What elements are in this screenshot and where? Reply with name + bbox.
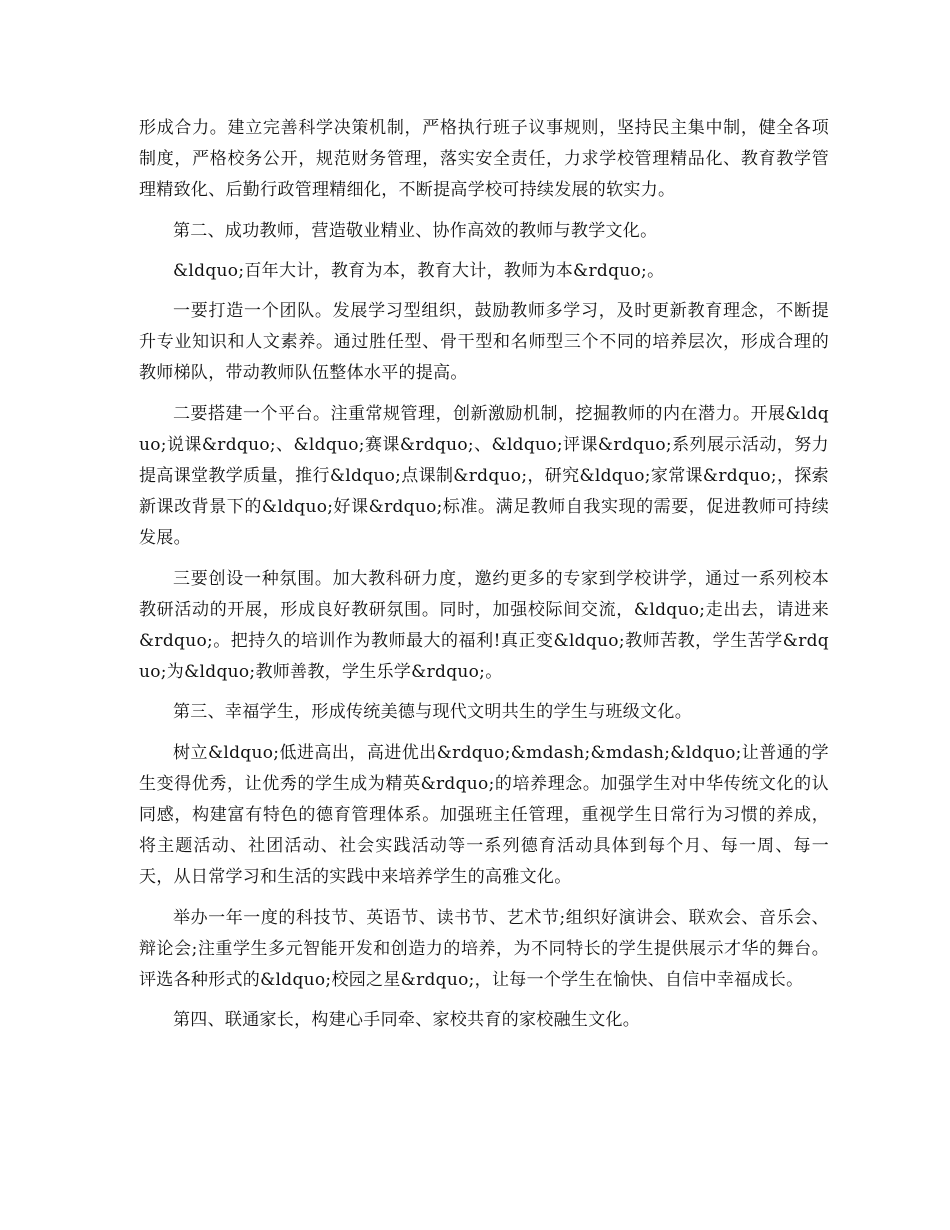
paragraph-activities: 举办一年一度的科技节、英语节、读书节、艺术节;组织好演讲会、联欢会、音乐会、辩论会;注重学生多元智能开发和创造力的培养，为不同特长的学生提供展示才华的舞台。评选各种形式的&ldquo;校园之星&rdquo;，让每一个学生在愉快、自信中幸福成长。	[139, 907, 829, 991]
document-page	[139, 113, 829, 1036]
paragraph-atmosphere: 三要创设一种氛围。加大教科研力度，邀约更多的专家到学校讲学，通过一系列校本教研活动的开展，形成良好教研氛围。同时，加强校际间交流，&ldquo;走出去，请进来&rdquo;。把持久的培训作为教师最大的福利!真正变&ldquo;教师苦教，学生苦学&rdquo;为&ldquo;教师善教，学生乐学&rdquo;。	[139, 568, 829, 683]
section-heading-teachers: 第二、成功教师，营造敬业精业、协作高效的教师与教学文化。	[173, 220, 658, 241]
section-heading-students: 第三、幸福学生，形成传统美德与现代文明共生的学生与班级文化。	[173, 702, 692, 723]
paragraph-philosophy: 树立&ldquo;低进高出，高进优出&rdquo;&mdash;&mdash;&ldquo;让普通的学生变得优秀，让优秀的学生成为精英&rdquo;的培养理念。加强学生对中华传统文化的认同感，构建富有特色的德育管理体系。加强班主任管理，重视学生日常行为习惯的养成，将主题活动、社团活动、社会实践活动等一系列德育活动具体到每个月、每一周、每一天，从日常学习和生活的实践中来培养学生的高雅文化。	[139, 742, 829, 888]
section-heading-parents: 第四、联通家长，构建心手同牵、家校共育的家校融生文化。	[173, 1010, 641, 1031]
paragraph-continuation: 形成合力。建立完善科学决策机制，严格执行班子议事规则，坚持民主集中制，健全各项制度，严格校务公开，规范财务管理，落实安全责任，力求学校管理精品化、教育教学管理精致化、后勤行政管理精细化，不断提高学校可持续发展的软实力。	[139, 118, 829, 201]
quote-paragraph: &ldquo;百年大计，教育为本，教育大计，教师为本&rdquo;。	[173, 260, 665, 281]
paragraph-platform: 二要搭建一个平台。注重常规管理，创新激励机制，挖掘教师的内在潜力。开展&ldquo;说课&rdquo;、&ldquo;赛课&rdquo;、&ldquo;评课&rdquo;系列展示活动，努力提高课堂教学质量，推行&ldquo;点课制&rdquo;，研究&ldquo;家常课&rdquo;，探索新课改背景下的&ldquo;好课&rdquo;标准。满足教师自我实现的需要，促进教师可持续发展。	[139, 403, 829, 549]
paragraph-team: 一要打造一个团队。发展学习型组织，鼓励教师多学习，及时更新教育理念，不断提升专业知识和人文素养。通过胜任型、骨干型和名师型三个不同的培养层次，形成合理的教师梯队，带动教师队伍整体水平的提高。	[139, 301, 829, 384]
